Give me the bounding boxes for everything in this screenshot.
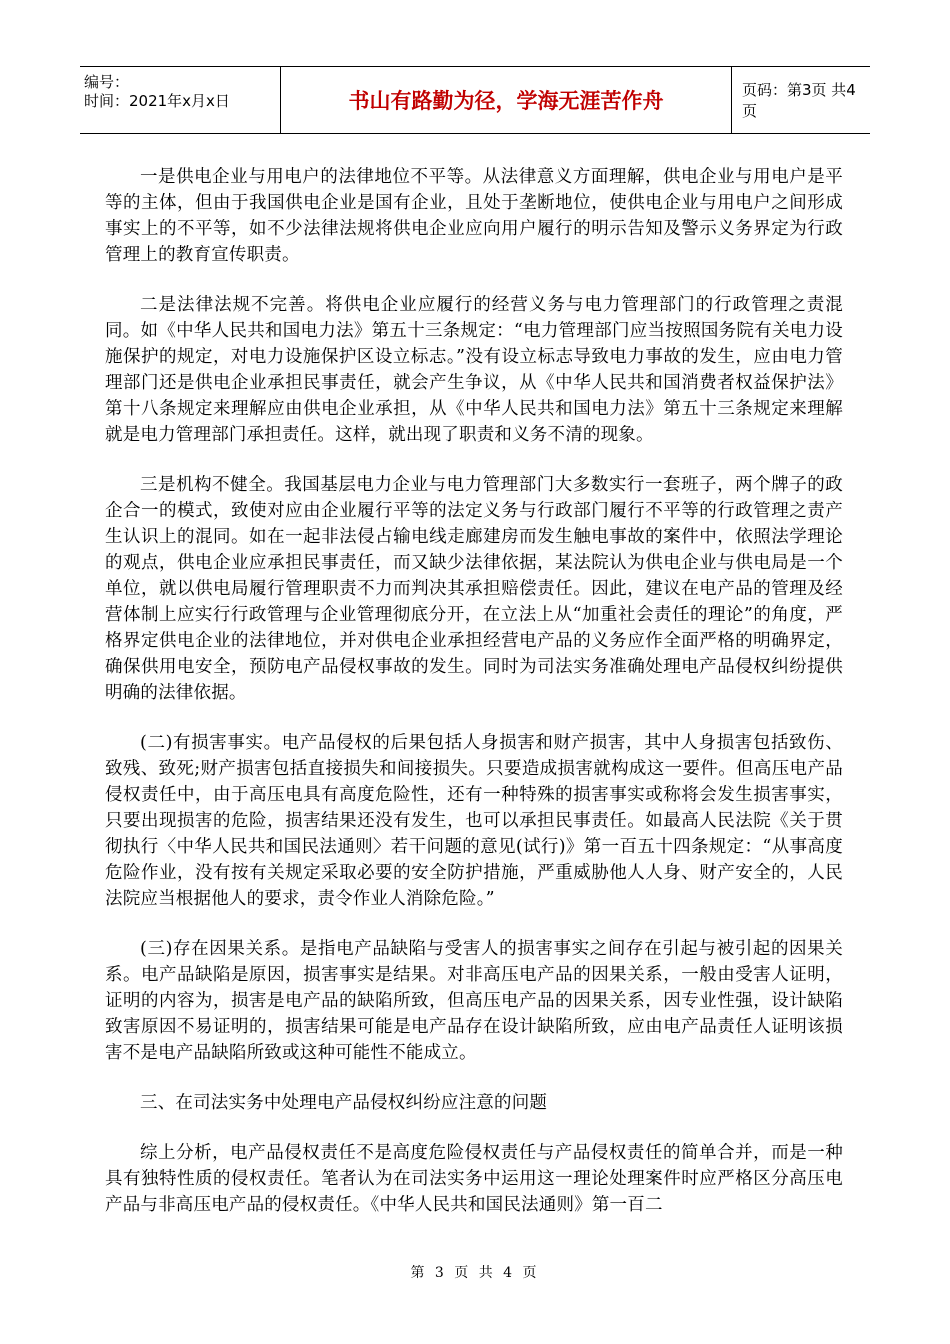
- page-footer: 第 3 页 共 4 页: [410, 1265, 540, 1281]
- paragraph: 综上分析，电产品侵权责任不是高度危险侵权责任与产品侵权责任的简单合并，而是一种具有独特性质的侵权责任。笔者认为在司法实务中运用这一理论处理案件时应严格区分高压电产品与非高压电产品的侵权责任。《中华人民共和国民法通则》第一百二: [105, 1143, 843, 1215]
- document-body: [105, 164, 843, 1242]
- document-number-label: 编号：: [84, 73, 130, 91]
- document-time-label: 时间：2021年x月x日: [84, 92, 230, 110]
- header-page-info: 页码：第3页 共4页: [742, 81, 856, 120]
- header-motto: 书山有路勤为径，学海无涯苦作舟: [281, 67, 732, 133]
- page-header: [80, 66, 870, 134]
- paragraph: (二)有损害事实。电产品侵权的后果包括人身损害和财产损害，其中人身损害包括致伤、致残、致死;财产损害包括直接损失和间接损失。只要造成损害就构成这一要件。但高压电产品侵权责任中，由于高压电具有高度危险性，还有一种特殊的损害事实或称将会发生损害事实，只要出现损害的危险，损害结果还没有发生，也可以承担民事责任。如最高人民法院《关于贯彻执行〈中华人民共和国民法通则〉若干问题的意见(试行)》第一百五十四条规定：“从事高度危险作业，没有按有关规定采取必要的安全防护措施，严重威胁他人人身、财产安全的，人民法院应当根据他人的要求，责令作业人消除危险。”: [105, 733, 843, 909]
- paragraph: 二是法律法规不完善。将供电企业应履行的经营义务与电力管理部门的行政管理之责混同。如《中华人民共和国电力法》第五十三条规定：“电力管理部门应当按照国务院有关电力设施保护的规定，对电力设施保护区设立标志。”没有设立标志导致电力事故的发生，应由电力管理部门还是供电企业承担民事责任，就会产生争议，从《中华人民共和国消费者权益保护法》第十八条规定来理解应由供电企业承担，从《中华人民共和国电力法》第五十三条规定来理解就是电力管理部门承担责任。这样，就出现了职责和义务不清的现象。: [105, 295, 843, 445]
- section-heading: 三、在司法实务中处理电产品侵权纠纷应注意的问题: [140, 1093, 548, 1113]
- paragraph: 三是机构不健全。我国基层电力企业与电力管理部门大多数实行一套班子，两个牌子的政企合一的模式，致使对应由企业履行平等的法定义务与行政部门履行不平等的行政管理之责产生认识上的混同。如在一起非法侵占输电线走廊建房而发生触电事故的案件中，依照法学理论的观点，供电企业应承担民事责任，而又缺少法律依据，某法院认为供电企业与供电局是一个单位，就以供电局履行管理职责不力而判决其承担赔偿责任。因此，建议在电产品的管理及经营体制上应实行行政管理与企业管理彻底分开，在立法上从“加重社会责任的理论”的角度，严格界定供电企业的法律地位，并对供电企业承担经营电产品的义务应作全面严格的明确界定，确保供用电安全，预防电产品侵权事故的发生。同时为司法实务准确处理电产品侵权纠纷提供明确的法律依据。: [105, 475, 843, 703]
- paragraph: (三)存在因果关系。是指电产品缺陷与受害人的损害事实之间存在引起与被引起的因果关系。电产品缺陷是原因，损害事实是结果。对非高压电产品的因果关系，一般由受害人证明，证明的内容为，损害是电产品的缺陷所致，但高压电产品的因果关系，因专业性强，设计缺陷致害原因不易证明的，损害结果可能是电产品存在设计缺陷所致，应由电产品责任人证明该损害不是电产品缺陷所致或这种可能性不能成立。: [105, 939, 843, 1063]
- header-meta: [80, 67, 281, 133]
- paragraph: 一是供电企业与用电户的法律地位不平等。从法律意义方面理解，供电企业与用电户是平等的主体，但由于我国供电企业是国有企业，且处于垄断地位，使供电企业与用电户之间形成事实上的不平等，如不少法律法规将供电企业应向用户履行的明示告知及警示义务界定为行政管理上的教育宣传职责。: [105, 167, 843, 265]
